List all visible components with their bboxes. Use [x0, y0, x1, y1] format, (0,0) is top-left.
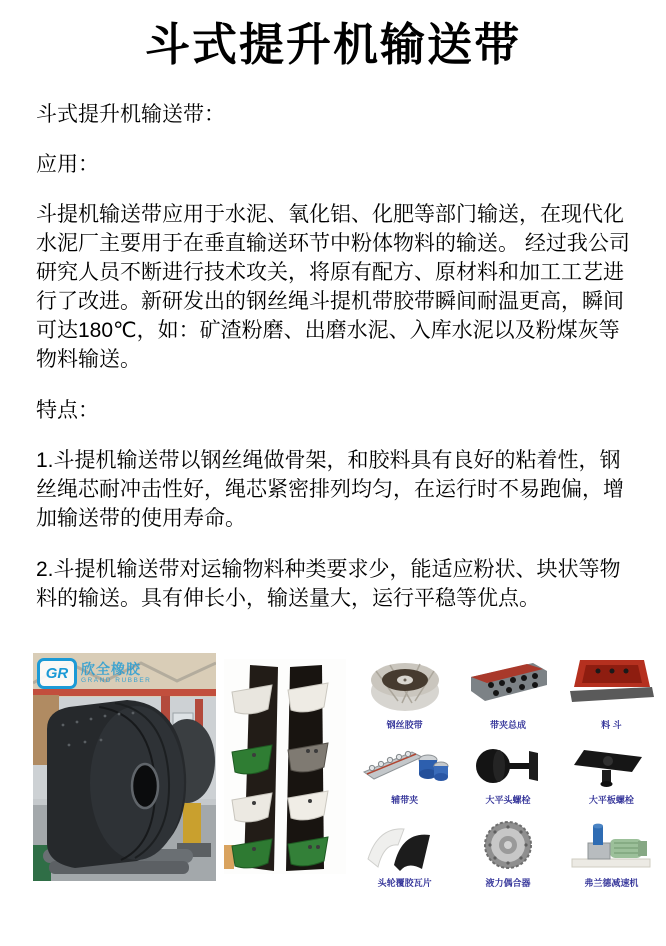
product-item	[563, 819, 660, 889]
article-body	[36, 100, 630, 613]
product-item	[459, 819, 556, 889]
elevator-bucket-image	[566, 655, 656, 713]
flat-head-bolt-image	[463, 744, 553, 788]
product-label: 钢丝胶带	[386, 720, 423, 730]
product-item	[356, 744, 453, 806]
product-label: 大平板螺栓	[588, 795, 634, 805]
application-heading: 应用：	[36, 153, 99, 176]
product-label: 弗兰德减速机	[584, 878, 639, 888]
bucket-belt-display-photo	[224, 659, 346, 874]
brand-name-cn: 欣全橡胶	[81, 661, 141, 678]
image-gallery	[33, 653, 662, 889]
intro-line: 斗式提升机输送带：	[36, 103, 225, 126]
page-title: 斗式提升机输送带	[144, 19, 521, 70]
flat-plate-bolt-image	[566, 744, 656, 788]
application-paragraph: 斗提机输送带应用于水泥、氧化铝、化肥等部门输送，在现代化水泥厂主要用于在垂直输送环节中粉体物料的输送。 经过我公司研究人员不断进行技术攻关，将原有配方、原材料和加工工艺进行了改进。新研发出的钢丝绳斗提机带胶带瞬间耐温更高，瞬间可达180℃，如：矿渣粉磨、出磨水泥、入库水泥以及粉煤灰等物料输送。	[36, 203, 630, 371]
brand-name-en: GRAND RUBBER	[81, 677, 152, 685]
steel-wire-belt-roll-image	[360, 655, 450, 713]
product-label: 液力偶合器	[485, 878, 531, 888]
fluid-coupling-image	[463, 819, 553, 871]
product-item	[563, 655, 660, 731]
head-pulley-rubber-tiles-image	[360, 819, 450, 871]
brand-logo-monogram-icon: GR	[37, 658, 77, 689]
product-item	[356, 655, 453, 731]
product-label: 辅带夹	[391, 795, 419, 805]
product-label: 大平头螺栓	[485, 795, 531, 805]
belt-clamp-assembly-image	[463, 655, 553, 713]
product-label: 头轮覆胶瓦片	[377, 878, 432, 888]
feature-2-paragraph: 2.斗提机输送带对运输物料种类要求少，能适应粉状、块状等物料的输送。具有伸长小，输送量大，运行平稳等优点。	[36, 558, 621, 610]
product-label: 带夹总成	[489, 720, 526, 730]
product-item	[356, 819, 453, 889]
aux-belt-clamp-image	[360, 744, 450, 788]
product-item	[563, 744, 660, 806]
features-heading: 特点：	[36, 399, 99, 422]
bucket-belt-display-image	[224, 659, 346, 874]
flender-reducer-image	[566, 819, 656, 871]
product-item	[459, 655, 556, 731]
factory-belt-roll-photo	[33, 653, 216, 881]
product-grid	[356, 655, 660, 889]
product-page	[0, 16, 666, 946]
feature-1-paragraph: 1.斗提机输送带以钢丝绳做骨架，和胶料具有良好的粘着性，钢丝绳芯耐冲击性好，绳芯紧密排列均匀，在运行时不易跑偏，增加输送带的使用寿命。	[36, 449, 624, 530]
product-item	[459, 744, 556, 806]
product-label: 料 斗	[601, 720, 622, 730]
brand-logo	[37, 658, 151, 689]
